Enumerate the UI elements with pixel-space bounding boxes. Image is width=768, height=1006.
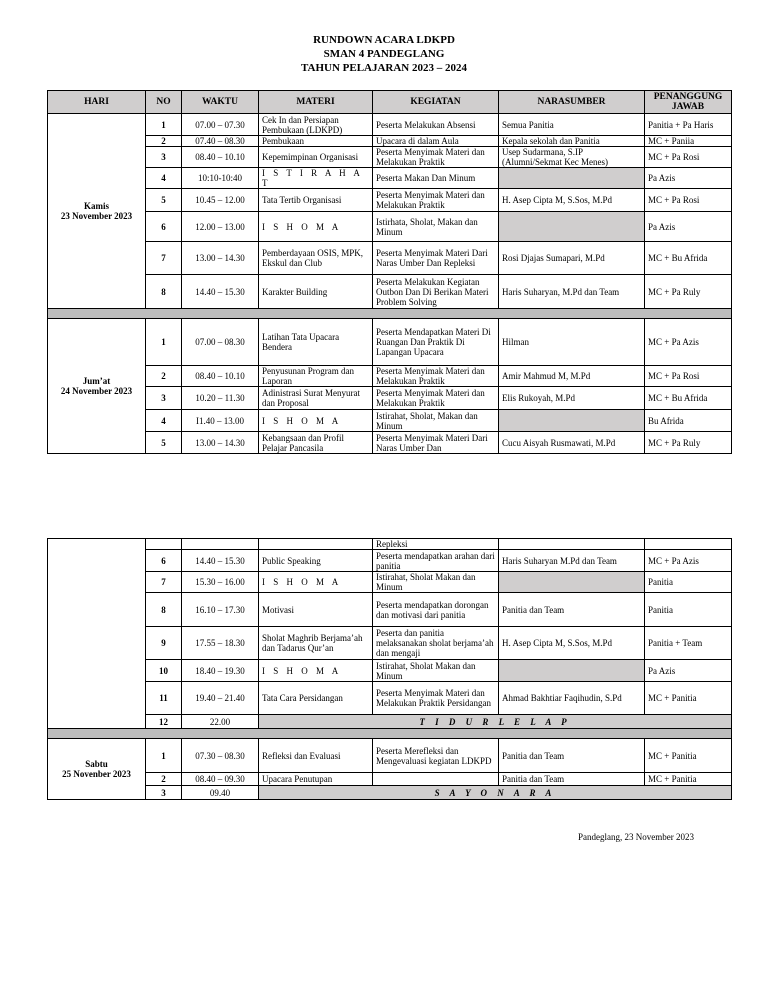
table-row bbox=[48, 739, 732, 773]
row-time: 16.10 – 17.30 bbox=[182, 593, 259, 627]
col-header-penanggung-jawab: PENANGGUNG JAWAB bbox=[645, 91, 732, 114]
row-kegiatan: Istirahat, Sholat, Makan dan Minum bbox=[373, 410, 499, 432]
row-no: 7 bbox=[146, 572, 182, 593]
table-row bbox=[48, 539, 732, 550]
row-penanggung-jawab: Panitia + Pa Haris bbox=[645, 114, 732, 136]
row-materi: Pembukaan bbox=[259, 136, 373, 147]
row-penanggung-jawab: MC + Pa Azis bbox=[645, 319, 732, 366]
row-time: 10.45 – 12.00 bbox=[182, 189, 259, 212]
row-materi: Motivasi bbox=[259, 593, 373, 627]
row-penanggung-jawab: Panitia bbox=[645, 593, 732, 627]
row-narasumber bbox=[499, 539, 645, 550]
table-row bbox=[48, 410, 732, 432]
row-narasumber bbox=[499, 168, 645, 189]
row-narasumber: Haris Suharyan M.Pd dan Team bbox=[499, 550, 645, 572]
row-penanggung-jawab: Pa Azis bbox=[645, 212, 732, 242]
day-date: 23 November 2023 bbox=[60, 211, 133, 221]
place-date: Pandeglang, 23 November 2023 bbox=[578, 832, 694, 842]
table-row bbox=[48, 242, 732, 275]
row-kegiatan: Istirhata, Sholat, Makan dan Minum bbox=[373, 212, 499, 242]
row-penanggung-jawab: MC + Panitia bbox=[645, 682, 732, 715]
day-cell-continued bbox=[48, 539, 146, 729]
row-kegiatan: Peserta Merefleksi dan Mengevaluasi kegiatan LDKPD bbox=[373, 739, 499, 773]
table-row bbox=[48, 550, 732, 572]
row-no: 3 bbox=[146, 786, 182, 800]
row-narasumber: Kepala sekolah dan Panitia bbox=[499, 136, 645, 147]
table-row bbox=[48, 682, 732, 715]
row-kegiatan bbox=[373, 773, 499, 786]
row-no bbox=[146, 539, 182, 550]
day-cell-day3 bbox=[48, 739, 146, 800]
row-time: 08.40 – 09.30 bbox=[182, 773, 259, 786]
row-no: 6 bbox=[146, 212, 182, 242]
tidur-lelap-banner: T I D U R L E L A P bbox=[259, 715, 732, 729]
row-penanggung-jawab: Bu Afrida bbox=[645, 410, 732, 432]
day-separator bbox=[48, 309, 732, 319]
row-materi: I S T I R A H A T bbox=[259, 168, 373, 189]
table-row bbox=[48, 212, 732, 242]
row-no: 5 bbox=[146, 432, 182, 454]
row-penanggung-jawab: MC + Bu Afrida bbox=[645, 242, 732, 275]
row-time: 12.00 – 13.00 bbox=[182, 212, 259, 242]
day-separator bbox=[48, 729, 732, 739]
row-materi: Tata Cara Persidangan bbox=[259, 682, 373, 715]
row-no: 12 bbox=[146, 715, 182, 729]
row-time: 22.00 bbox=[182, 715, 259, 729]
row-penanggung-jawab: MC + Panitia bbox=[645, 773, 732, 786]
row-materi: Public Speaking bbox=[259, 550, 373, 572]
col-header-materi: MATERI bbox=[259, 91, 373, 114]
table-row bbox=[48, 366, 732, 387]
row-kegiatan: Peserta Menyimak Materi dan Melakukan Praktik bbox=[373, 387, 499, 410]
table-row bbox=[48, 147, 732, 168]
row-narasumber bbox=[499, 212, 645, 242]
row-kegiatan: Peserta Menyimak Materi dan Melakukan Praktik bbox=[373, 189, 499, 212]
row-penanggung-jawab bbox=[645, 539, 732, 550]
row-no: 8 bbox=[146, 593, 182, 627]
row-materi: Kebangsaan dan Profil Pelajar Pancasila bbox=[259, 432, 373, 454]
row-narasumber: Panitia dan Team bbox=[499, 739, 645, 773]
row-kegiatan: Istirahat, Sholat Makan dan Minum bbox=[373, 660, 499, 682]
table-row bbox=[48, 275, 732, 309]
day-name: Sabtu bbox=[85, 759, 108, 769]
row-penanggung-jawab: MC + Pa Ruly bbox=[645, 432, 732, 454]
row-materi: Upacara Penutupan bbox=[259, 773, 373, 786]
row-kegiatan: Peserta Melakukan Kegiatan Outbon Dan Di Berikan Materi Problem Solving bbox=[373, 275, 499, 309]
row-no: 5 bbox=[146, 189, 182, 212]
day-name: Jum’at bbox=[82, 376, 111, 386]
row-narasumber bbox=[499, 410, 645, 432]
table-header-row bbox=[48, 91, 732, 114]
row-narasumber: Amir Mahmud M, M.Pd bbox=[499, 366, 645, 387]
table-row bbox=[48, 773, 732, 786]
row-no: 10 bbox=[146, 660, 182, 682]
row-time: 14.40 – 15.30 bbox=[182, 275, 259, 309]
row-narasumber: Ahmad Bakhtiar Faqihudin, S.Pd bbox=[499, 682, 645, 715]
row-materi: I S H O M A bbox=[259, 212, 373, 242]
row-kegiatan: Peserta Menyimak Materi Dari Naras Umber Dan Repleksi bbox=[373, 242, 499, 275]
row-kegiatan: Peserta Melakukan Absensi bbox=[373, 114, 499, 136]
doc-title-line2: SMAN 4 PANDEGLANG bbox=[323, 48, 445, 60]
row-materi: Adinistrasi Surat Menyurat dan Proposal bbox=[259, 387, 373, 410]
row-narasumber bbox=[499, 660, 645, 682]
row-kegiatan: Peserta dan panitia melaksanakan sholat berjama’ah dan mengaji bbox=[373, 627, 499, 660]
row-kegiatan: Peserta mendapatkan dorongan dan motivasi dari panitia bbox=[373, 593, 499, 627]
col-header-hari: HARI bbox=[48, 91, 146, 114]
doc-title-line3: TAHUN PELAJARAN 2023 – 2024 bbox=[300, 62, 468, 74]
row-materi: Latihan Tata Upacara Bendera bbox=[259, 319, 373, 366]
sayonara-banner: S A Y O N A R A bbox=[259, 786, 732, 800]
row-time: 18.40 – 19.30 bbox=[182, 660, 259, 682]
row-penanggung-jawab: MC + Bu Afrida bbox=[645, 387, 732, 410]
row-time: 08.40 – 10.10 bbox=[182, 147, 259, 168]
row-narasumber: Cucu Aisyah Rusmawati, M.Pd bbox=[499, 432, 645, 454]
table-row bbox=[48, 136, 732, 147]
row-time: 09.40 bbox=[182, 786, 259, 800]
row-narasumber: H. Asep Cipta M, S.Sos, M.Pd bbox=[499, 189, 645, 212]
row-narasumber: Semua Panitia bbox=[499, 114, 645, 136]
row-materi: Cek In dan Persiapan Pembukaan (LDKPD) bbox=[259, 114, 373, 136]
row-no: 2 bbox=[146, 366, 182, 387]
table-row bbox=[48, 189, 732, 212]
row-penanggung-jawab: MC + Panitia bbox=[645, 739, 732, 773]
row-time: 19.40 – 21.40 bbox=[182, 682, 259, 715]
row-penanggung-jawab: MC + Pa Rosi bbox=[645, 147, 732, 168]
row-no: 2 bbox=[146, 773, 182, 786]
row-materi: Pemberdayaan OSIS, MPK, Ekskul dan Club bbox=[259, 242, 373, 275]
row-materi bbox=[259, 539, 373, 550]
row-materi: Karakter Building bbox=[259, 275, 373, 309]
row-narasumber: Haris Suharyan, M.Pd dan Team bbox=[499, 275, 645, 309]
row-penanggung-jawab: Pa Azis bbox=[645, 168, 732, 189]
row-no: 1 bbox=[146, 319, 182, 366]
day-cell-day2 bbox=[48, 319, 146, 454]
row-narasumber: Elis Rukoyah, M.Pd bbox=[499, 387, 645, 410]
row-materi: Sholat Maghrib Berjama’ah dan Tadarus Qur’an bbox=[259, 627, 373, 660]
row-no: 7 bbox=[146, 242, 182, 275]
table-row bbox=[48, 387, 732, 410]
row-narasumber: Panitia dan Team bbox=[499, 593, 645, 627]
row-kegiatan: Peserta Menyimak Materi dan Melakukan Praktik bbox=[373, 366, 499, 387]
row-no: 1 bbox=[146, 739, 182, 773]
row-no: 1 bbox=[146, 114, 182, 136]
row-no: 8 bbox=[146, 275, 182, 309]
row-no: 9 bbox=[146, 627, 182, 660]
row-narasumber bbox=[499, 572, 645, 593]
row-kegiatan: Peserta Menyimak Materi Dari Naras Umber Dan bbox=[373, 432, 499, 454]
row-narasumber: Rosi Djajas Sumapari, M.Pd bbox=[499, 242, 645, 275]
row-time bbox=[182, 539, 259, 550]
row-no: 3 bbox=[146, 387, 182, 410]
table-row bbox=[48, 715, 732, 729]
row-materi: Refleksi dan Evaluasi bbox=[259, 739, 373, 773]
row-narasumber: Usep Sudarmana, S.IP (Alumni/Sekmat Kec Menes) bbox=[499, 147, 645, 168]
table-row bbox=[48, 627, 732, 660]
col-header-no: NO bbox=[146, 91, 182, 114]
table-row bbox=[48, 114, 732, 136]
col-header-kegiatan: KEGIATAN bbox=[373, 91, 499, 114]
row-materi: I S H O M A bbox=[259, 660, 373, 682]
row-kegiatan: Peserta Menyimak Materi dan Melakukan Praktik bbox=[373, 147, 499, 168]
row-time: 14.40 – 15.30 bbox=[182, 550, 259, 572]
row-time: 07.00 – 07.30 bbox=[182, 114, 259, 136]
rundown-table-page2 bbox=[47, 538, 732, 800]
row-time: 07.40 – 08.30 bbox=[182, 136, 259, 147]
row-materi: Kepemimpinan Organisasi bbox=[259, 147, 373, 168]
day-date: 24 November 2023 bbox=[60, 386, 133, 396]
col-header-narasumber: NARASUMBER bbox=[499, 91, 645, 114]
row-narasumber: H. Asep Cipta M, S.Sos, M.Pd bbox=[499, 627, 645, 660]
table-row bbox=[48, 319, 732, 366]
row-no: 11 bbox=[146, 682, 182, 715]
row-narasumber: Panitia dan Team bbox=[499, 773, 645, 786]
day-cell-day1 bbox=[48, 114, 146, 309]
day-separator-row bbox=[48, 309, 732, 319]
row-materi: I S H O M A bbox=[259, 572, 373, 593]
day-date: 25 Novenber 2023 bbox=[62, 769, 131, 779]
table-row bbox=[48, 168, 732, 189]
row-kegiatan: Repleksi bbox=[373, 539, 499, 550]
rundown-table-page1 bbox=[47, 90, 732, 454]
row-penanggung-jawab: Panitia + Team bbox=[645, 627, 732, 660]
row-kegiatan: Peserta Menyimak Materi dan Melakukan Praktik Persidangan bbox=[373, 682, 499, 715]
row-kegiatan: Upacara di dalam Aula bbox=[373, 136, 499, 147]
row-kegiatan: Istirahat, Sholat Makan dan Minum bbox=[373, 572, 499, 593]
doc-title-line1: RUNDOWN ACARA LDKPD bbox=[313, 34, 455, 46]
table-row bbox=[48, 593, 732, 627]
row-penanggung-jawab: MC + Pa Rosi bbox=[645, 189, 732, 212]
row-no: 4 bbox=[146, 168, 182, 189]
row-time: I1.40 – 13.00 bbox=[182, 410, 259, 432]
row-time: 10:10-10:40 bbox=[182, 168, 259, 189]
row-time: 15.30 – 16.00 bbox=[182, 572, 259, 593]
row-no: 6 bbox=[146, 550, 182, 572]
row-no: 2 bbox=[146, 136, 182, 147]
row-narasumber: Hilman bbox=[499, 319, 645, 366]
row-materi: Tata Tertib Organisasi bbox=[259, 189, 373, 212]
row-time: 13.00 – 14.30 bbox=[182, 242, 259, 275]
col-header-waktu: WAKTU bbox=[182, 91, 259, 114]
row-penanggung-jawab: MC + Pa Ruly bbox=[645, 275, 732, 309]
row-no: 4 bbox=[146, 410, 182, 432]
row-materi: Penyusunan Program dan Laporan bbox=[259, 366, 373, 387]
row-time: 08.40 – 10.10 bbox=[182, 366, 259, 387]
row-penanggung-jawab: MC + Pa Rosi bbox=[645, 366, 732, 387]
table-row bbox=[48, 572, 732, 593]
row-no: 3 bbox=[146, 147, 182, 168]
table-row bbox=[48, 786, 732, 800]
row-time: 13.00 – 14.30 bbox=[182, 432, 259, 454]
row-time: 17.55 – 18.30 bbox=[182, 627, 259, 660]
row-penanggung-jawab: Panitia bbox=[645, 572, 732, 593]
row-penanggung-jawab: MC + Paniia bbox=[645, 136, 732, 147]
row-kegiatan: Peserta Makan Dan Minum bbox=[373, 168, 499, 189]
row-penanggung-jawab: MC + Pa Azis bbox=[645, 550, 732, 572]
table-row bbox=[48, 432, 732, 454]
row-kegiatan: Peserta mendapatkan arahan dari panitia bbox=[373, 550, 499, 572]
day-separator-row bbox=[48, 729, 732, 739]
row-materi: I S H O M A bbox=[259, 410, 373, 432]
row-time: 07.00 – 08.30 bbox=[182, 319, 259, 366]
table-row bbox=[48, 660, 732, 682]
day-name: Kamis bbox=[83, 201, 109, 211]
row-time: 07.30 – 08.30 bbox=[182, 739, 259, 773]
row-kegiatan: Peserta Mendapatkan Materi Di Ruangan Dan Praktik Di Lapangan Upacara bbox=[373, 319, 499, 366]
row-penanggung-jawab: Pa Azis bbox=[645, 660, 732, 682]
row-time: 10.20 – 11.30 bbox=[182, 387, 259, 410]
